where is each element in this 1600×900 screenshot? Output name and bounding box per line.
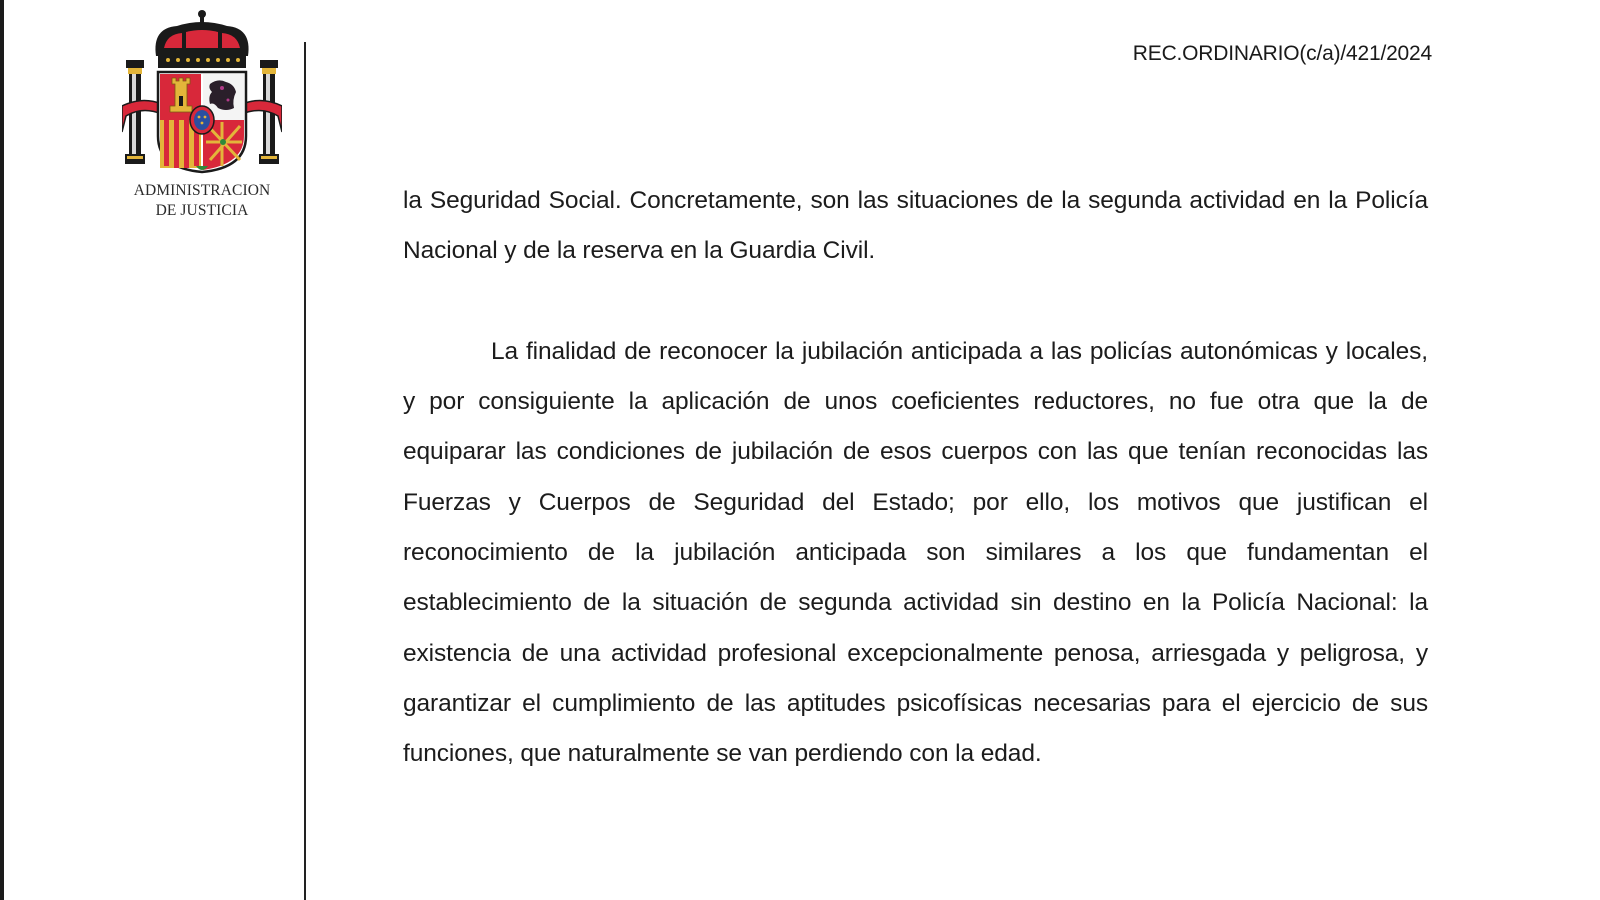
vertical-divider [304, 42, 306, 900]
case-reference: REC.ORDINARIO(c/a)/421/2024 [1132, 42, 1432, 65]
viewer-left-edge [0, 0, 4, 900]
paragraph: La finalidad de reconocer la jubilación anticipada a las policías autonómicas y locales, y por consiguiente la aplicación de unos coeficientes reductores, no fue otra que la de equiparar las condiciones de jubilación de esos cuerpos con las que tenían reconocidas las Fuerzas y Cuerpos de Seguridad del Estado; por ello, los motivos que justifican el reconocimiento de la jubilación anticipada son similares a los que fundamentan el establecimiento de la situación de segunda actividad sin destino en la Policía Nacional: la existencia de una actividad profesional excepcionalmente penosa, arriesgada y peligrosa, y garantizar el cumplimiento de las aptitudes psicofísicas necesarias para el ejercicio de sus funciones, que naturalmente se van perdiendo con la edad. [403, 337, 1428, 768]
document-body [403, 176, 1428, 780]
crest-caption [112, 181, 292, 221]
crest-caption-line2: DE JUSTICIA [155, 202, 249, 219]
paragraph: la Seguridad Social. Concretamente, son las situaciones de la segunda actividad en la Policía Nacional y de la reserva en la Guardia Civil. [403, 187, 1428, 265]
coat-of-arms-icon [122, 8, 282, 178]
crest-caption-line1: ADMINISTRACION [133, 182, 271, 199]
